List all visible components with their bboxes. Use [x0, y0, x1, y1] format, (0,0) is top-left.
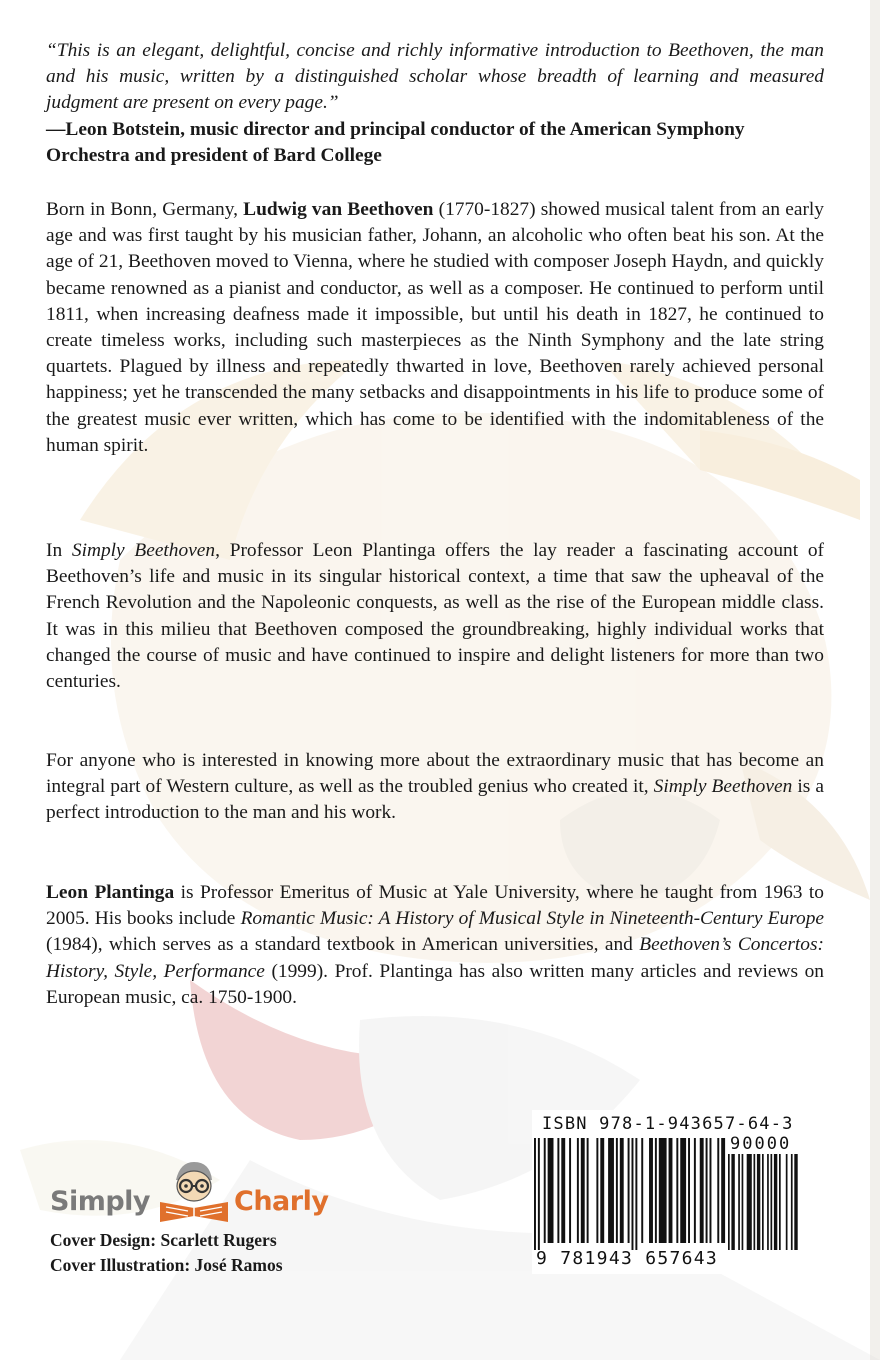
- p1-name: Ludwig van Beethoven: [243, 199, 434, 220]
- barcode-bar: [600, 1138, 604, 1243]
- addon-bar: [774, 1154, 777, 1250]
- p3-title: Simply Beethoven: [653, 776, 793, 798]
- barcode-bar: [534, 1138, 536, 1250]
- isbn-barcode: [532, 1110, 815, 1274]
- barcode-bar: [628, 1138, 630, 1243]
- p3-post: is a perfect introduction to the man and his work.: [46, 776, 824, 824]
- p1-post: (1770-1827) showed musical talent from an early age and was first taught by his musician father, Johann, an alcoholic who often beat his son. At the age of 21, Beethoven moved to Vienna, where he studied with composer Joseph Haydn, and quickly became renowned as a pianist and conductor, as well as a composer. He continued to perform until 1811, when increasing deafness made it impossible, but until his death in 1827, he continued to create timeless works, including such masterpieces as the Ninth Symphony and the late string quartets. Plagued by illness and repeatedly thwarted in love, Beethoven rarely achieved personal happiness; yet he transcended the many setbacks and disappointments in his life to produce some of the greatest music ever written, which has come to be identified with the indomitableness of the human spirit.: [46, 199, 824, 456]
- synopsis-paragraph-3: [46, 748, 824, 827]
- addon-bar: [738, 1154, 740, 1250]
- bio-book1: Romantic Music: A History of Musical Style in Nineteenth-Century Europe: [240, 908, 825, 930]
- addon-bar: [771, 1154, 773, 1250]
- logo-word-charly: Charly: [234, 1186, 329, 1217]
- isbn-number: ISBN 978-1-943657-64-3: [542, 1114, 794, 1134]
- bio-name: Leon Plantinga: [46, 882, 175, 903]
- endorsement-quote: [46, 38, 824, 169]
- simply-charly-logo: [48, 1158, 328, 1228]
- addon-bar: [762, 1154, 764, 1250]
- p2-pre: In: [46, 540, 72, 561]
- bio-part2: (1984), which serves as a standard textbook in American universities, and: [46, 934, 640, 956]
- barcode-bar: [680, 1138, 686, 1243]
- barcode-bar: [710, 1138, 712, 1243]
- barcode-bar: [700, 1138, 704, 1243]
- barcode-bar: [655, 1138, 657, 1243]
- addon-bar: [794, 1154, 797, 1250]
- addon-bar: [747, 1154, 752, 1250]
- p1-pre: Born in Bonn, Germany,: [46, 199, 244, 220]
- barcode-bar: [641, 1138, 643, 1243]
- addon-bar: [786, 1154, 788, 1250]
- synopsis-paragraph-2: [46, 538, 824, 695]
- bio-part1: is Professor Emeritus of Music at Yale University, where he taught from 1963 to 2005. His books include: [46, 882, 824, 930]
- p3-pre: For anyone who is interested in knowing more about the extraordinary music that has become an integral part of Western culture, as well as the troubled genius who created it,: [46, 750, 824, 798]
- logo-word-simply: Simply: [50, 1186, 151, 1217]
- addon-bar: [757, 1154, 760, 1250]
- barcode-bar: [635, 1138, 637, 1250]
- addon-bar: [779, 1154, 781, 1250]
- author-bio: [46, 880, 824, 1011]
- price-code: 90000: [730, 1134, 792, 1154]
- barcode-bar: [538, 1138, 540, 1250]
- cover-design-credit: Cover Design: Scarlett Rugers: [50, 1230, 277, 1250]
- cover-credits: [50, 1228, 283, 1278]
- synopsis-paragraph-1: [46, 197, 824, 459]
- barcode-bar: [694, 1138, 696, 1243]
- quote-attribution: —Leon Botstein, music director and principal conductor of the American Symphony Orchestra and president of Bard College: [46, 118, 745, 166]
- p2-post: , Professor Leon Plantinga offers the lay reader a fascinating account of Beethoven’s life and music in its singular historical context, a time that saw the upheaval of the French Revolution and the Napoleonic conquests, as well as the rise of the European middle class. It was in this milieu that Beethoven composed the groundbreaking, highly individual works that changed the course of music and have continued to inspire and delight listeners for more than two centuries.: [46, 540, 824, 693]
- barcode-bar: [616, 1138, 618, 1243]
- barcode-bar: [659, 1138, 667, 1243]
- reading-man-icon: [152, 1158, 236, 1224]
- addon-bar: [731, 1154, 734, 1250]
- addon-bar: [728, 1154, 730, 1250]
- barcode-bar: [676, 1138, 678, 1243]
- addon-bar: [742, 1154, 744, 1250]
- barcode-bar: [717, 1138, 719, 1243]
- barcode-bar: [587, 1138, 589, 1243]
- barcode-bar: [608, 1138, 614, 1243]
- bio-book2: Beethoven’s Concertos: History, Style, Performance: [46, 934, 824, 982]
- barcode-bar: [632, 1138, 634, 1250]
- cover-illustration-credit: Cover Illustration: José Ramos: [50, 1255, 283, 1275]
- p2-title: Simply Beethoven: [71, 540, 216, 561]
- barcode-bar: [721, 1138, 725, 1243]
- quote-text: “This is an elegant, delightful, concise and richly informative introduction to Beethoven, the man and his music, written by a distinguished scholar whose breadth of learning and measured judgment are present on every page.”: [46, 40, 824, 114]
- barcode-bar: [544, 1138, 546, 1243]
- barcode-bar: [669, 1138, 673, 1243]
- addon-bar: [791, 1154, 793, 1250]
- barcode-bar: [620, 1138, 624, 1243]
- ean-digits: 9 781943 657643: [536, 1248, 719, 1269]
- addon-bar: [754, 1154, 756, 1250]
- barcode-bar: [557, 1138, 559, 1243]
- barcode-bar: [581, 1138, 585, 1243]
- barcode-bar: [561, 1138, 565, 1243]
- bio-part3: (1999). Prof. Plantinga has also written many articles and reviews on European music, ca. 1750-1900.: [46, 960, 824, 1008]
- barcode-bar: [706, 1138, 708, 1243]
- barcode-bar: [577, 1138, 579, 1243]
- barcode-bar: [569, 1138, 571, 1243]
- barcode-bar: [548, 1138, 554, 1243]
- barcode-bar: [688, 1138, 690, 1243]
- barcode-bar: [596, 1138, 598, 1243]
- addon-bar: [767, 1154, 769, 1250]
- barcode-bar: [649, 1138, 653, 1243]
